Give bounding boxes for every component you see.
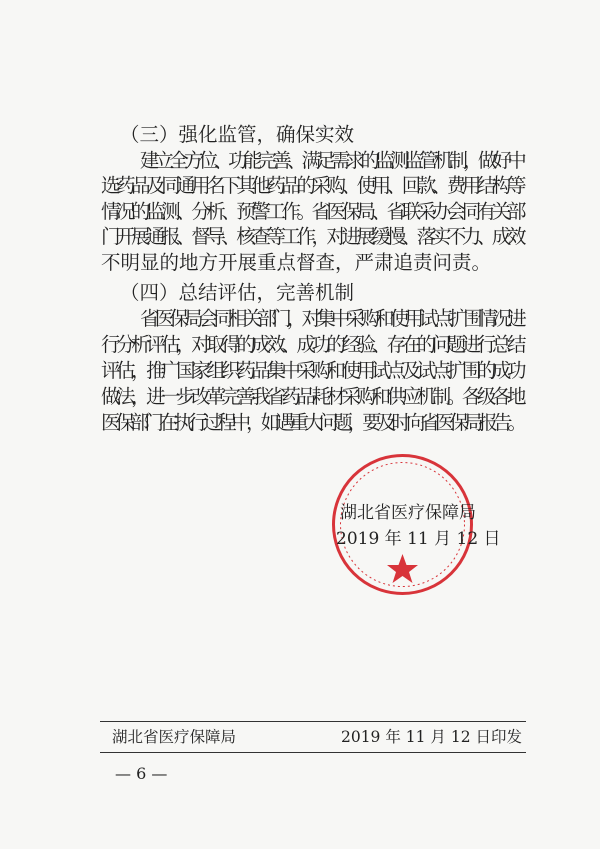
paragraph-line: 情况的监测、分析、预警工作。省医保局、省联采办会同有关部: [101, 200, 522, 223]
footer-bottom-rule: [100, 752, 526, 753]
paragraph-line: 做法，进一步改革完善我省药品耗材采购和供应机制。各级各地: [101, 385, 522, 408]
paragraph-line: 医保部门在执行过程中，如遇重大问题，要及时向省医保局报告。: [101, 411, 522, 434]
paragraph-line: 门开展通报、督导、核查等工作，对进展缓慢、落实不力、成效: [101, 225, 522, 248]
paragraph-line: 选药品及同通用名下其他药品的采购、使用、回款、费用结构等: [101, 174, 522, 197]
footer-top-rule: [100, 721, 526, 722]
signature-org: 湖北省医疗保障局: [340, 503, 476, 523]
footer-issued-date: 2019 年 11 月 12 日印发: [340, 728, 522, 746]
section-heading-4: （四）总结评估，完善机制: [120, 281, 355, 304]
paragraph-line: 不明显的地方开展重点督查，严肃追责问责。: [101, 251, 492, 274]
page-number: — 6 —: [115, 764, 168, 783]
footer-issuer: 湖北省医疗保障局: [112, 728, 237, 746]
signature-date: 2019 年 11 月 12 日: [336, 529, 501, 549]
paragraph-line: 省医保局会同相关部门，对集中采购和使用试点扩围情况进: [140, 307, 522, 330]
section-heading-3: （三）强化监管，确保实效: [120, 123, 355, 146]
paragraph-line: 评估，推广国家组织药品集中采购和使用试点及试点扩围的成功: [101, 359, 522, 382]
paragraph-line: 建立全方位、功能完善、满足需求的监测监管机制，做好中: [140, 149, 522, 172]
paragraph-line: 行分析评估，对取得的成效、成功的经验、存在的问题进行总结: [101, 333, 522, 356]
official-seal-icon: [330, 452, 475, 597]
